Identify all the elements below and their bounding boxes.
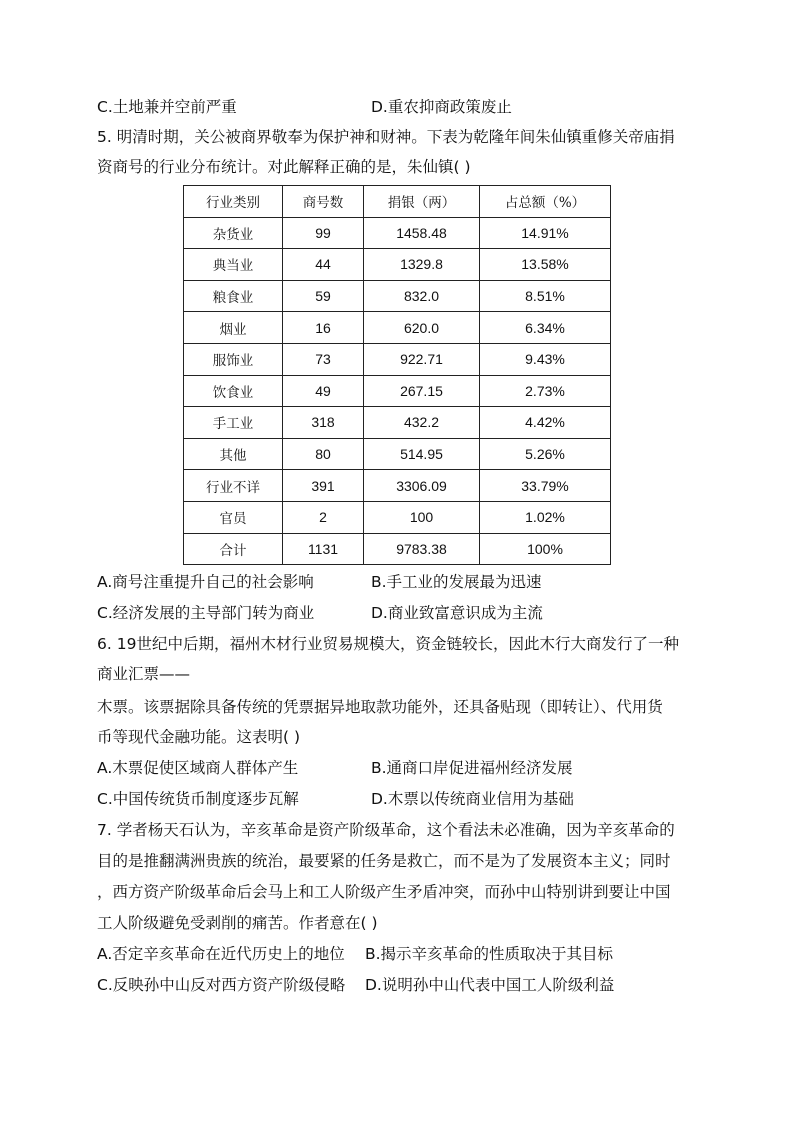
- cell-donation: 922.71: [364, 343, 480, 375]
- cell-share: 100%: [480, 533, 611, 565]
- table-row: [184, 407, 611, 439]
- cell-industry: 合计: [184, 533, 283, 565]
- header-donation: 捐银（两）: [364, 186, 480, 218]
- cell-firm-count: 49: [283, 375, 364, 407]
- q7-stem-line2: 目的是推翻满洲贵族的统治，最要紧的任务是救亡，而不是为了发展资本主义；同时: [97, 852, 671, 870]
- cell-industry: 饮食业: [184, 375, 283, 407]
- table-row: [184, 217, 611, 249]
- q4-option-c: C.土地兼并空前严重: [97, 98, 237, 116]
- table-header-row: [184, 186, 611, 218]
- cell-firm-count: 318: [283, 407, 364, 439]
- cell-firm-count: 1131: [283, 533, 364, 565]
- q6-options-row-ab: [97, 758, 717, 778]
- table-row: [184, 249, 611, 281]
- q7-option-b: B.揭示辛亥革命的性质取决于其目标: [365, 945, 614, 963]
- table-row: [184, 375, 611, 407]
- q7-stem-line3: ，西方资产阶级革命后会马上和工人阶级产生矛盾冲突，而孙中山特别讲到要让中国: [97, 883, 671, 901]
- cell-share: 6.34%: [480, 312, 611, 344]
- cell-donation: 3306.09: [364, 470, 480, 502]
- cell-donation: 267.15: [364, 375, 480, 407]
- q6-options-row-cd: [97, 789, 717, 809]
- cell-industry: 服饰业: [184, 343, 283, 375]
- q6-stem-line4: 币等现代金融功能。这表明( ): [97, 728, 301, 746]
- q7-options-row-cd: [97, 975, 717, 995]
- cell-share: 13.58%: [480, 249, 611, 281]
- q7-option-d: D.说明孙中山代表中国工人阶级利益: [365, 976, 615, 994]
- q7-option-c: C.反映孙中山反对西方资产阶级侵略: [97, 976, 346, 994]
- cell-firm-count: 2: [283, 501, 364, 533]
- cell-share: 33.79%: [480, 470, 611, 502]
- q4-options-row-cd: [97, 97, 717, 117]
- cell-share: 1.02%: [480, 501, 611, 533]
- cell-donation: 620.0: [364, 312, 480, 344]
- cell-industry: 行业不详: [184, 470, 283, 502]
- cell-firm-count: 80: [283, 438, 364, 470]
- cell-share: 9.43%: [480, 343, 611, 375]
- header-industry: 行业类别: [184, 186, 283, 218]
- cell-firm-count: 59: [283, 280, 364, 312]
- q7-stem-line1: 7. 学者杨天石认为，辛亥革命是资产阶级革命，这个看法未必准确，因为辛亥革命的: [97, 821, 675, 839]
- cell-donation: 432.2: [364, 407, 480, 439]
- cell-donation: 832.0: [364, 280, 480, 312]
- q5-stem-line2: 资商号的行业分布统计。对此解释正确的是，朱仙镇( ): [97, 158, 471, 176]
- q6-option-d: D.木票以传统商业信用为基础: [371, 790, 574, 808]
- cell-donation: 1458.48: [364, 217, 480, 249]
- q7-option-a: A.否定辛亥革命在近代历史上的地位: [97, 945, 345, 963]
- q5-option-a: A.商号注重提升自己的社会影响: [97, 573, 314, 591]
- cell-share: 2.73%: [480, 375, 611, 407]
- q5-industry-table: [183, 185, 611, 565]
- q6-stem-line2: 商业汇票——: [97, 665, 191, 683]
- q5-options-row-ab: [97, 572, 717, 592]
- q5-stem-line1: 5. 明清时期，关公被商界敬奉为保护神和财神。下表为乾隆年间朱仙镇重修关帝庙捐: [97, 128, 675, 146]
- cell-industry: 典当业: [184, 249, 283, 281]
- cell-industry: 杂货业: [184, 217, 283, 249]
- header-firm-count: 商号数: [283, 186, 364, 218]
- table-row: [184, 343, 611, 375]
- cell-industry: 手工业: [184, 407, 283, 439]
- table-row: [184, 438, 611, 470]
- q4-option-d: D.重农抑商政策废止: [371, 98, 512, 116]
- q6-option-b: B.通商口岸促进福州经济发展: [371, 759, 573, 777]
- cell-firm-count: 44: [283, 249, 364, 281]
- cell-firm-count: 16: [283, 312, 364, 344]
- cell-share: 8.51%: [480, 280, 611, 312]
- cell-industry: 其他: [184, 438, 283, 470]
- table-row: [184, 312, 611, 344]
- q6-stem-line1: 6. 19世纪中后期，福州木材行业贸易规模大，资金链较长，因此木行大商发行了一种: [97, 635, 679, 653]
- cell-firm-count: 99: [283, 217, 364, 249]
- cell-share: 4.42%: [480, 407, 611, 439]
- table-row: [184, 280, 611, 312]
- cell-share: 5.26%: [480, 438, 611, 470]
- cell-donation: 1329.8: [364, 249, 480, 281]
- q6-stem-line3: 木票。该票据除具备传统的凭票据异地取款功能外，还具备贴现（即转让）、代用货: [97, 698, 663, 716]
- header-share: 占总额（%）: [480, 186, 611, 218]
- cell-firm-count: 391: [283, 470, 364, 502]
- q7-stem-line4: 工人阶级避免受剥削的痛苦。作者意在( ): [97, 914, 378, 932]
- cell-firm-count: 73: [283, 343, 364, 375]
- cell-industry: 官员: [184, 501, 283, 533]
- table-row-total: [184, 533, 611, 565]
- cell-donation: 514.95: [364, 438, 480, 470]
- q5-option-b: B.手工业的发展最为迅速: [371, 573, 542, 591]
- q6-option-c: C.中国传统货币制度逐步瓦解: [97, 790, 299, 808]
- q5-option-d: D.商业致富意识成为主流: [371, 604, 543, 622]
- cell-donation: 9783.38: [364, 533, 480, 565]
- q6-option-a: A.木票促使区域商人群体产生: [97, 759, 299, 777]
- table-row: [184, 470, 611, 502]
- cell-share: 14.91%: [480, 217, 611, 249]
- cell-donation: 100: [364, 501, 480, 533]
- cell-industry: 粮食业: [184, 280, 283, 312]
- table-row: [184, 501, 611, 533]
- q5-options-row-cd: [97, 603, 717, 623]
- q5-option-c: C.经济发展的主导部门转为商业: [97, 604, 315, 622]
- cell-industry: 烟业: [184, 312, 283, 344]
- q7-options-row-ab: [97, 944, 717, 964]
